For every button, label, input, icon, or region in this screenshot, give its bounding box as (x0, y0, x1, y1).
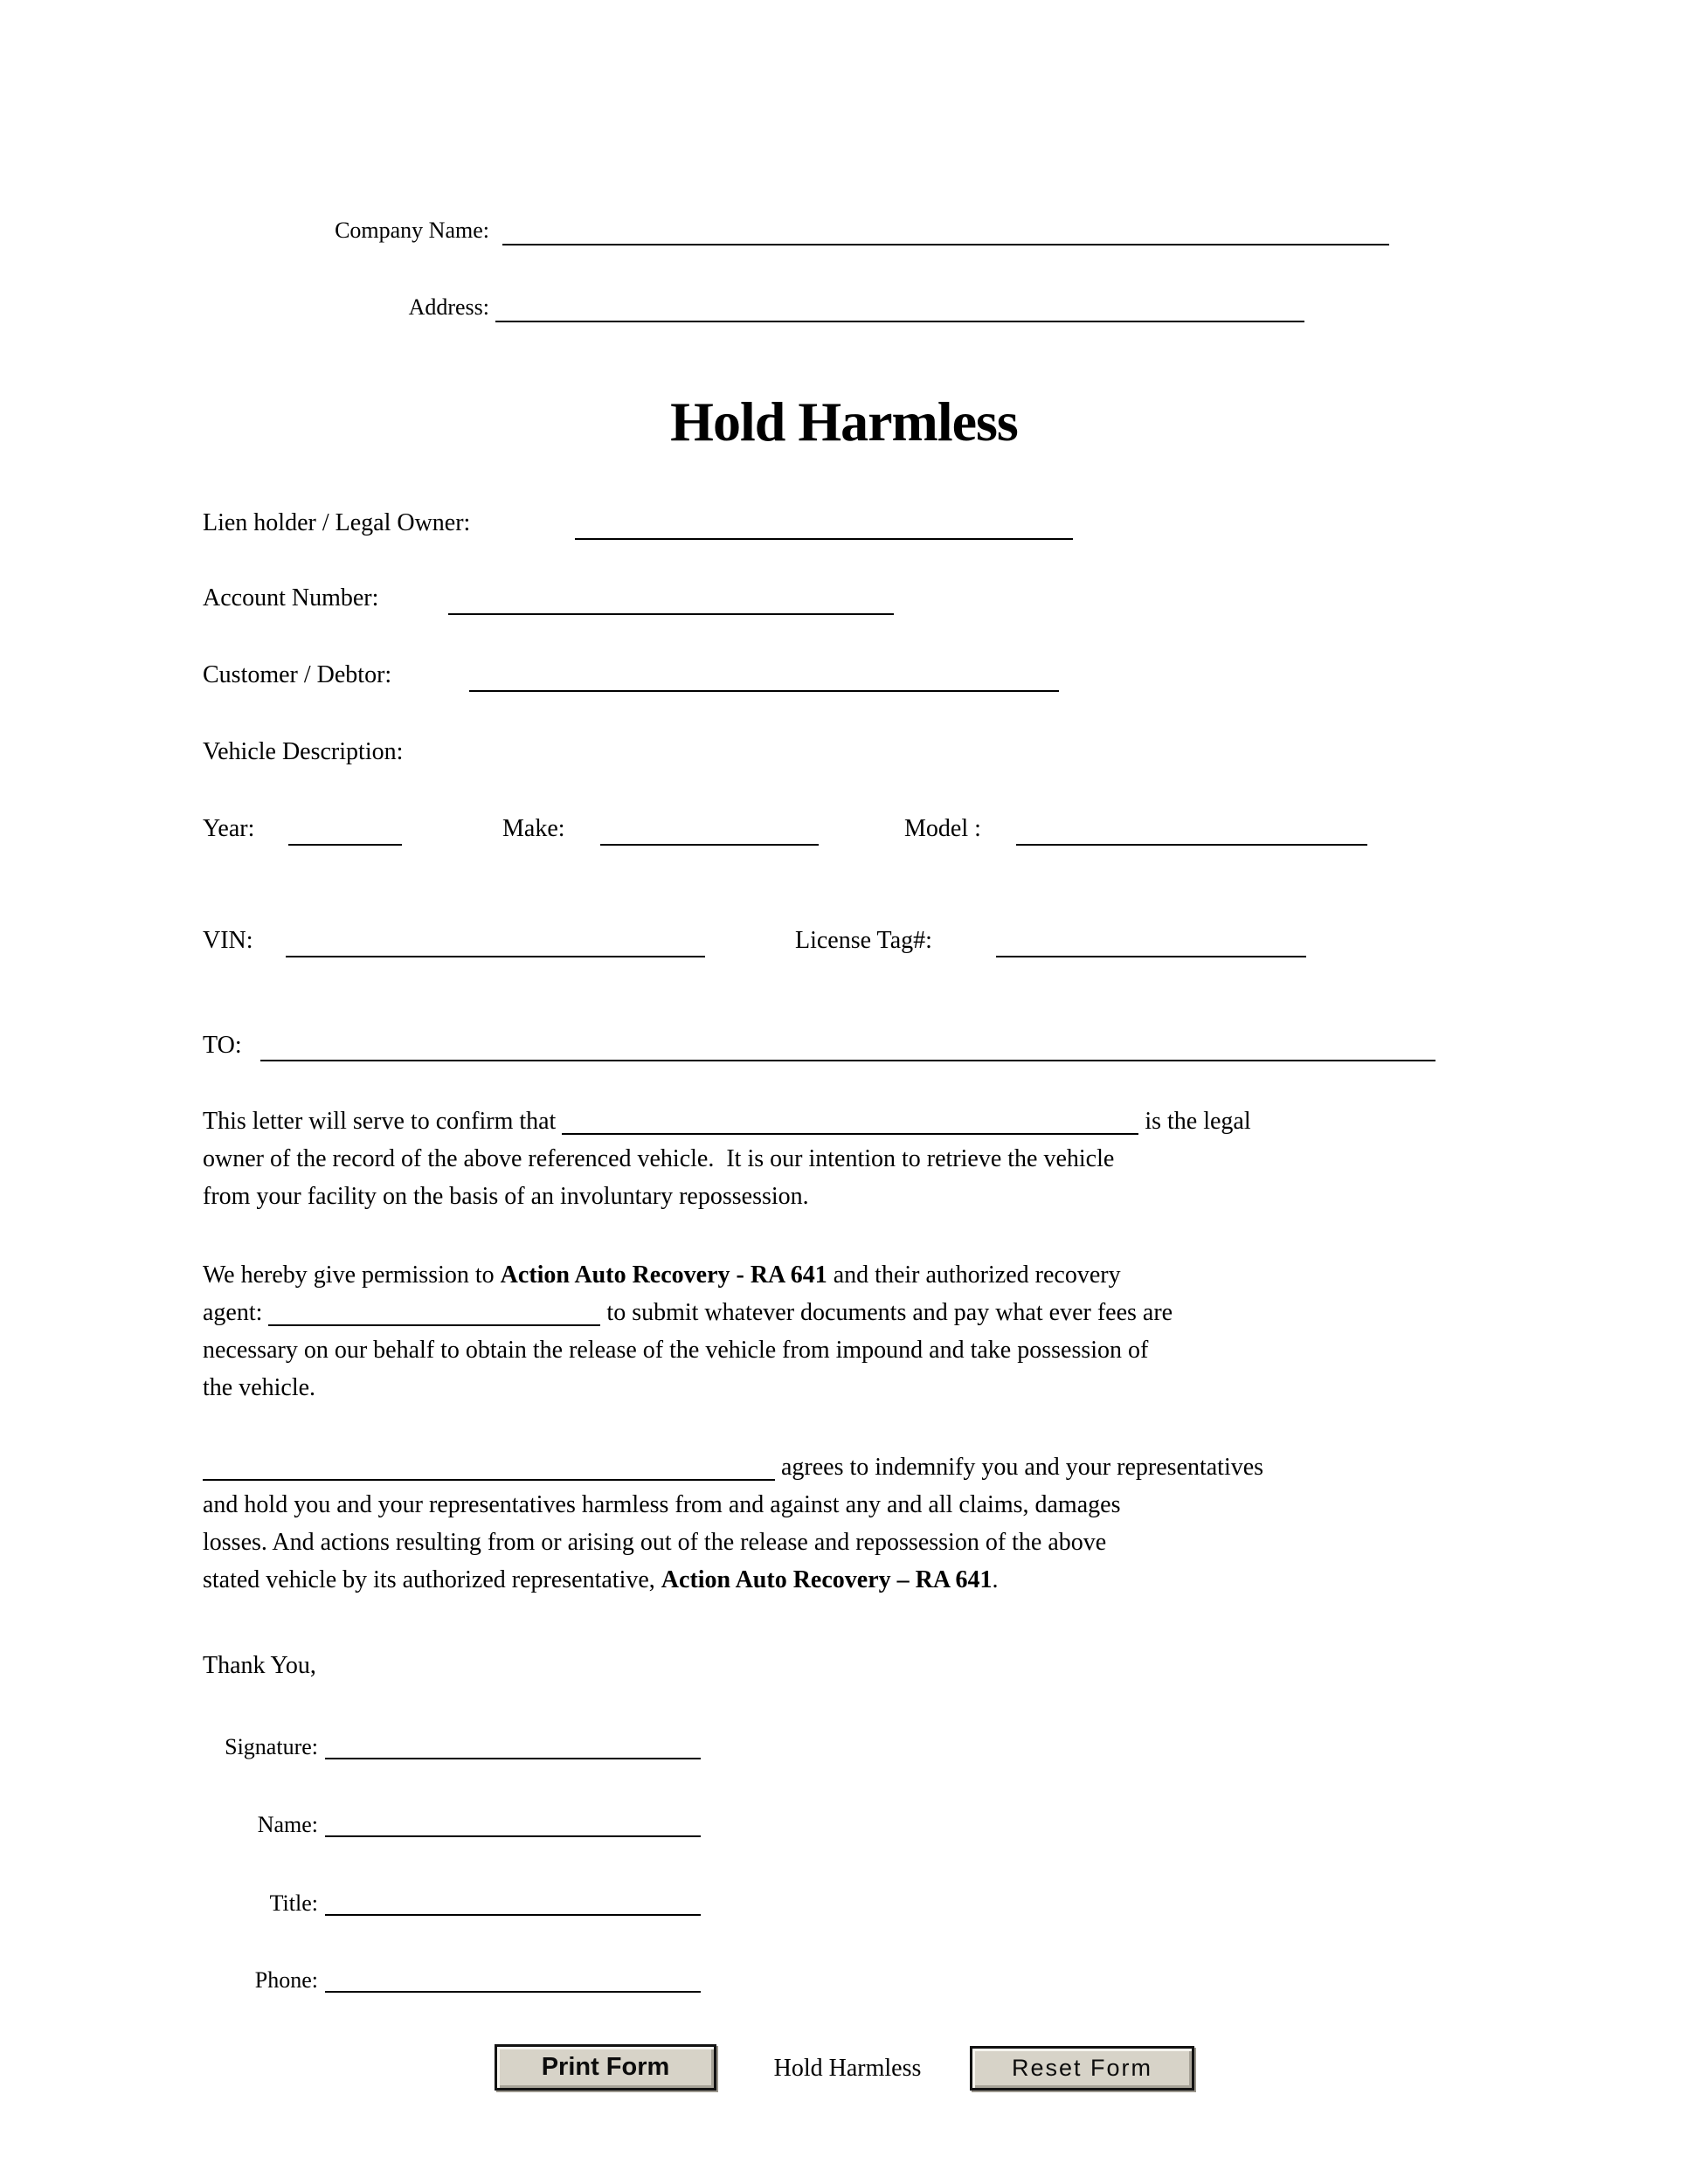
reset-form-button[interactable] (970, 2046, 1194, 2091)
lien-holder-label: Lien holder / Legal Owner: (203, 509, 471, 536)
license-tag-field[interactable] (996, 930, 1306, 957)
company-bold-name: Action Auto Recovery - RA 641 (500, 1261, 827, 1289)
legal-owner-field[interactable] (562, 1132, 1138, 1135)
paragraph-permission (203, 1256, 1478, 1406)
paragraph-line: from your facility on the basis of an involuntary repossession. (203, 1183, 809, 1210)
reset-form-button-label: Reset Form (1011, 2055, 1153, 2081)
name-label: Name: (257, 1812, 318, 1837)
p1-line1-after: is the legal (1138, 1108, 1251, 1135)
paragraph-line (203, 1102, 1478, 1140)
p1-line1-before: This letter will serve to confirm that (203, 1108, 563, 1135)
paragraph-line: losses. And actions resulting from or arising out of the release and repossession of the above (203, 1529, 1107, 1556)
to-label: TO: (203, 1032, 242, 1059)
title-label: Title: (269, 1890, 318, 1916)
p3-line4-after: . (992, 1566, 999, 1593)
paragraph-line: necessary on our behalf to obtain the release of the vehicle from impound and take possession of (203, 1337, 1149, 1364)
p2-line1-after: and their authorized recovery (827, 1261, 1121, 1289)
title-field[interactable] (325, 1890, 701, 1916)
p2-line2-before: agent: (203, 1299, 269, 1326)
signature-field[interactable] (325, 1733, 701, 1759)
p3-line1-after: agrees to indemnify you and your representatives (775, 1454, 1264, 1481)
paragraph-line (203, 1256, 1478, 1294)
paragraph-line: and hold you and your representatives harmless from and against any and all claims, damages (203, 1491, 1121, 1518)
model-field[interactable] (1016, 818, 1367, 846)
paragraph-line: the vehicle. (203, 1374, 316, 1401)
model-label: Model : (904, 815, 981, 842)
page-title: Hold Harmless (670, 390, 1018, 453)
lien-holder-field[interactable] (575, 512, 1073, 540)
account-number-label: Account Number: (203, 584, 379, 612)
customer-debtor-label: Customer / Debtor: (203, 661, 392, 688)
company-name-label: Company Name: (335, 218, 489, 243)
paragraph-confirm (203, 1102, 1478, 1215)
closing-text: Thank You, (203, 1652, 316, 1679)
agent-field[interactable] (268, 1324, 600, 1326)
customer-debtor-field[interactable] (469, 664, 1059, 692)
paragraph-line (203, 1294, 1478, 1331)
license-tag-label: License Tag#: (795, 927, 932, 954)
vin-field[interactable] (286, 930, 705, 957)
p2-line2-after: to submit whatever documents and pay what ever fees are (600, 1299, 1173, 1326)
to-field[interactable] (260, 1033, 1435, 1061)
phone-label: Phone: (254, 1967, 318, 1993)
company-bold-name: Action Auto Recovery – RA 641 (661, 1566, 993, 1593)
p2-line1-before: We hereby give permission to (203, 1261, 501, 1289)
print-form-button-label: Print Form (541, 2053, 670, 2081)
p3-line4-before: stated vehicle by its authorized representative, (203, 1566, 661, 1593)
year-label: Year: (203, 815, 255, 842)
name-field[interactable] (325, 1811, 701, 1837)
address-field[interactable] (495, 294, 1304, 322)
phone-field[interactable] (325, 1966, 701, 1993)
vin-label: VIN: (203, 927, 253, 954)
paragraph-line (203, 1561, 1478, 1599)
paragraph-line: owner of the record of the above referenced vehicle. It is our intention to retrieve the vehicle (203, 1145, 1115, 1172)
footer-form-name: Hold Harmless (773, 2055, 922, 2082)
make-field[interactable] (600, 818, 819, 846)
print-form-button[interactable] (495, 2044, 716, 2091)
paragraph-indemnify (203, 1448, 1478, 1599)
indemnifier-field[interactable] (203, 1478, 775, 1481)
account-number-field[interactable] (448, 587, 894, 615)
address-label: Address: (408, 294, 489, 320)
make-label: Make: (502, 815, 565, 842)
vehicle-description-label: Vehicle Description: (203, 738, 404, 765)
paragraph-line (203, 1448, 1478, 1486)
company-name-field[interactable] (502, 218, 1389, 245)
year-field[interactable] (288, 818, 402, 846)
signature-label: Signature: (225, 1734, 318, 1759)
